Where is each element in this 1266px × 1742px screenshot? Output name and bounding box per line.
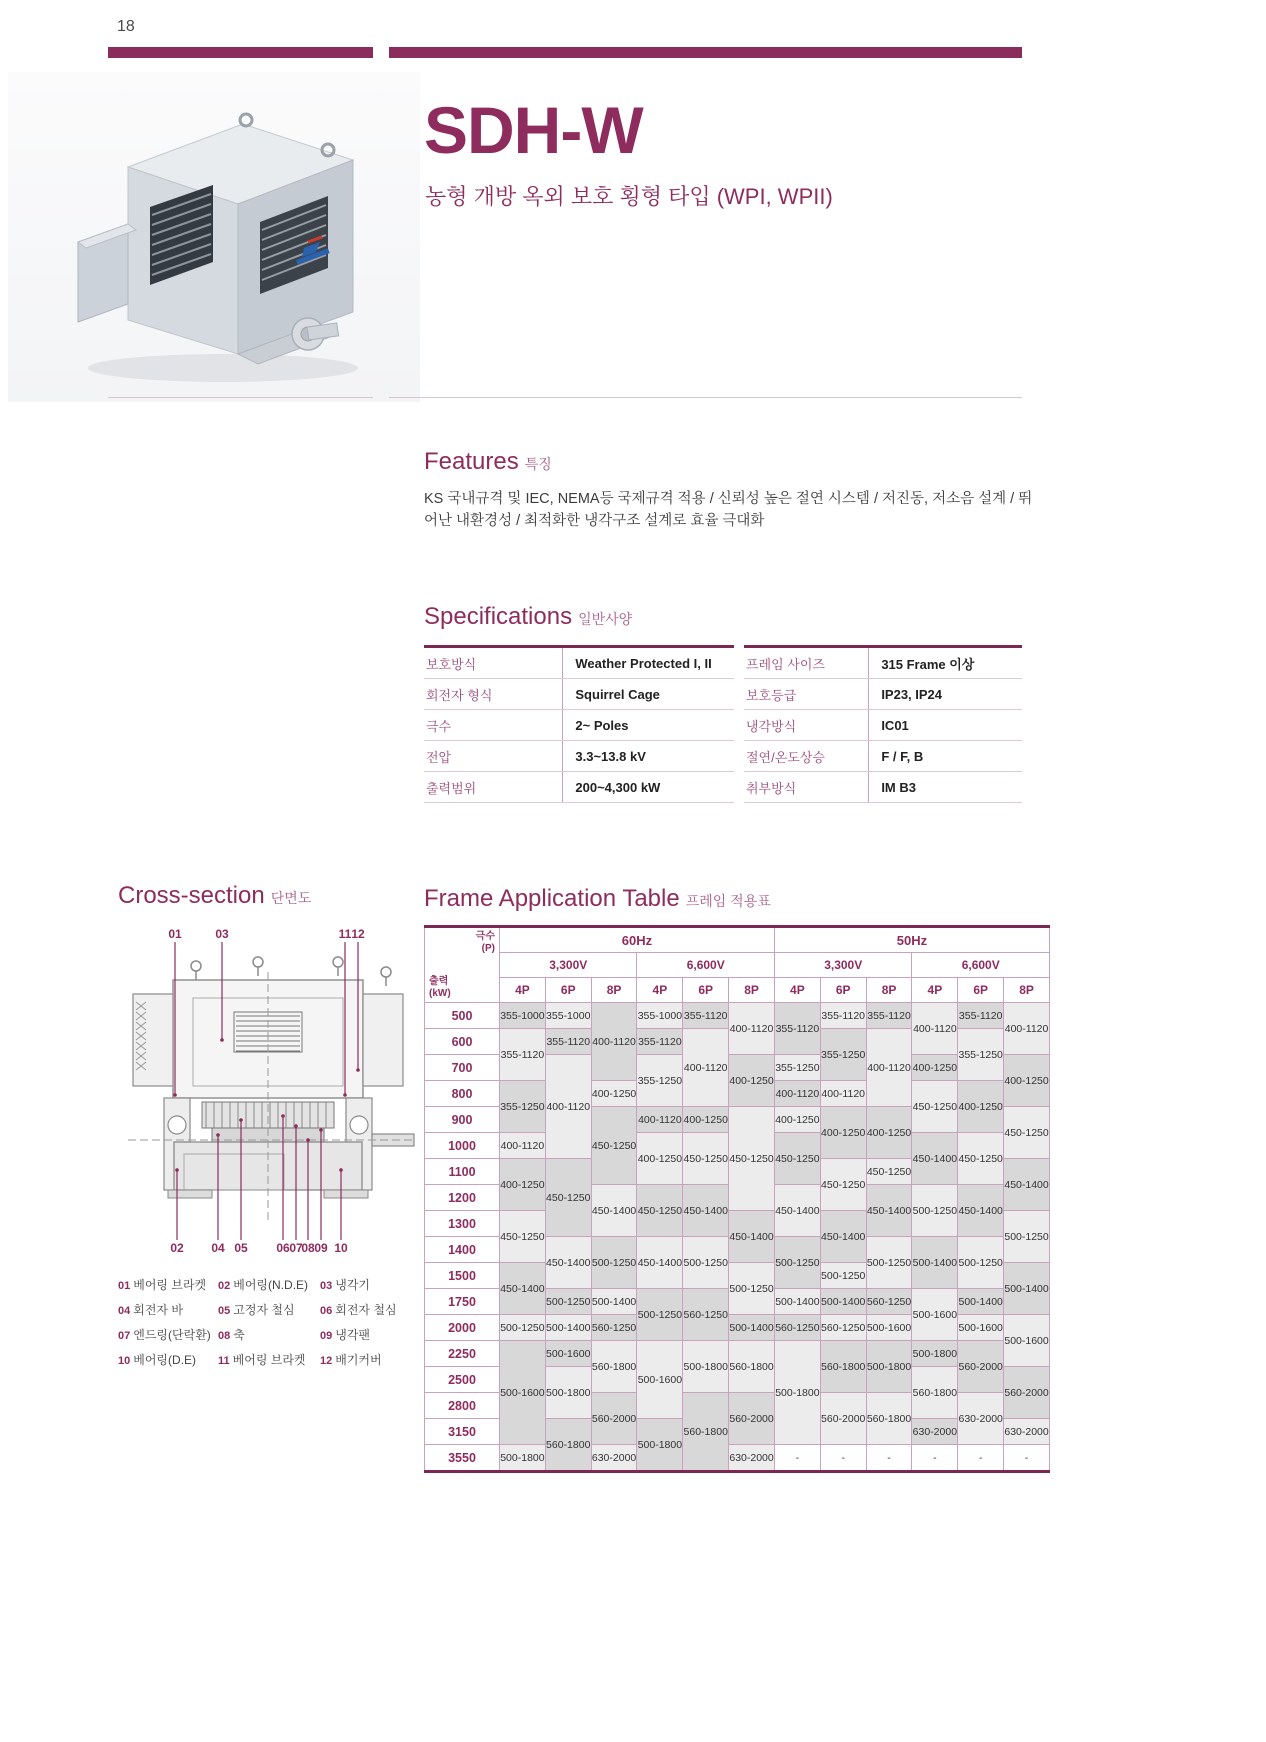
frame-table-corner [425,927,500,1003]
cross-section-diagram [118,920,418,1265]
legend-item: 08 축 [218,1328,245,1342]
output-kw-label: 700 [425,1055,500,1081]
frame-cell: 500-1250 [958,1237,1004,1289]
specifications-heading-en: Specifications [424,603,573,630]
frame-cell: 355-1000 [500,1003,546,1029]
output-kw-label: 2250 [425,1341,500,1367]
legend-item: 07 엔드링(단락환) [118,1328,211,1342]
pole-column-header: 8P [591,978,637,1003]
legend-item: 06 회전자 철심 [320,1303,397,1317]
frame-cell: 400-1120 [545,1055,591,1159]
frame-cell: 355-1120 [774,1003,820,1055]
output-kw-label: 1000 [425,1133,500,1159]
spec-value: Squirrel Cage [563,679,734,710]
frame-table-row [425,1445,1050,1472]
frame-cell: 500-1600 [866,1315,912,1341]
corner-output-label: 출력 (kW) [429,976,451,999]
pole-column-header: 4P [774,978,820,1003]
spec-label: 전압 [424,741,563,772]
frame-cell: 355-1000 [637,1003,683,1029]
frame-cell: 355-1120 [958,1003,1004,1029]
frame-cell: 450-1250 [545,1159,591,1237]
frame-cell: 450-1250 [820,1159,866,1211]
frame-cell: 355-1250 [820,1029,866,1081]
pole-column-header: 6P [545,978,591,1003]
voltage-group-header: 3,300V [500,953,637,978]
frame-cell: 450-1250 [500,1211,546,1263]
frame-cell: 355-1250 [958,1029,1004,1081]
pole-column-header: 8P [1004,978,1050,1003]
spec-label: 취부방식 [744,772,869,803]
pole-column-header: 8P [729,978,775,1003]
spec-row [744,710,1022,741]
frame-cell: 400-1250 [958,1081,1004,1133]
frame-cell: 560-1250 [820,1315,866,1341]
spec-row [424,647,734,679]
freq-group-header: 50Hz [774,927,1049,953]
pole-column-header: 6P [958,978,1004,1003]
frame-cell: 400-1120 [912,1003,958,1055]
frame-cell: 450-1400 [545,1237,591,1289]
legend-item: 09 냉각팬 [320,1328,371,1342]
frame-cell: 560-1800 [545,1419,591,1472]
frame-cell: 560-1250 [683,1289,729,1341]
frame-cell: 450-1400 [591,1185,637,1237]
spec-label: 극수 [424,710,563,741]
divider-left [108,397,373,398]
frame-cell: - [912,1445,958,1472]
callout-number: 08 [301,1241,315,1255]
frame-cell: 560-1800 [683,1393,729,1472]
legend-item: 10 베어링(D.E) [118,1353,197,1367]
frame-cell: 400-1120 [637,1107,683,1133]
spec-row [424,710,734,741]
spec-value: F / F, B [869,741,1022,772]
frame-cell: 560-1800 [729,1341,775,1393]
frame-cell: 500-1800 [545,1367,591,1419]
frame-cell: 355-1120 [545,1029,591,1055]
frame-cell: 560-1800 [820,1341,866,1393]
frame-table-header [425,927,1050,1003]
frame-cell: 500-1400 [820,1289,866,1315]
voltage-group-header: 3,300V [774,953,911,978]
frame-cell: 450-1250 [774,1133,820,1185]
legend-item: 01 베어링 브라켓 [118,1278,207,1292]
pole-column-header: 4P [637,978,683,1003]
features-body: KS 국내규격 및 IEC, NEMA등 국제규격 적용 / 신뢰성 높은 절연 시스템 / 저진동, 저소음 설계 / 뛰어난 내환경성 / 최적화한 냉각구조 설계로 효율 극대화 [424,491,1033,530]
spec-label: 냉각방식 [744,710,869,741]
frame-cell: 450-1400 [866,1185,912,1237]
output-kw-label: 2500 [425,1367,500,1393]
frame-cell: - [820,1445,866,1472]
product-title: SDH-W [424,93,643,167]
accent-bar-right [389,47,1022,58]
callout-number: 10 [334,1241,348,1255]
voltage-group-header: 6,600V [637,953,774,978]
spec-value: IM B3 [869,772,1022,803]
frame-cell: 500-1400 [729,1315,775,1341]
cross-section-heading-ko: 단면도 [270,890,312,906]
callout-number: 07 [289,1241,303,1255]
frame-cell: 500-1400 [774,1289,820,1315]
callout-number: 05 [234,1241,248,1255]
frame-cell: 400-1120 [774,1081,820,1107]
callout-number: 03 [215,927,229,941]
frame-cell: 355-1120 [866,1003,912,1029]
corner-poles-label: 극수 (P) [475,931,495,954]
frame-cell: 355-1250 [500,1081,546,1133]
frame-cell: 450-1250 [683,1133,729,1185]
features-heading-ko: 특징 [524,456,552,472]
frame-table-heading [424,885,771,913]
features-heading [424,448,552,476]
spec-label: 보호방식 [424,647,563,679]
pole-column-header: 6P [683,978,729,1003]
spec-label: 출력범위 [424,772,563,803]
spec-value: 315 Frame 이상 [869,647,1022,679]
frame-cell: 500-1400 [958,1289,1004,1315]
frame-cell: 500-1800 [774,1341,820,1445]
callout-number: 02 [170,1241,184,1255]
frame-cell: 355-1250 [637,1055,683,1107]
output-kw-label: 1400 [425,1237,500,1263]
frame-cell: 355-1120 [637,1029,683,1055]
frame-cell: 560-2000 [1004,1367,1050,1419]
frame-cell: 400-1120 [866,1029,912,1107]
frame-cell: 500-1250 [1004,1211,1050,1263]
features-heading-en: Features [424,448,519,475]
frame-cell: 500-1250 [774,1237,820,1289]
frame-cell: 560-1250 [774,1315,820,1341]
motor-photo-illustration [8,72,420,402]
frame-cell: 450-1250 [1004,1107,1050,1159]
cross-section-legend [118,1276,418,1368]
frame-cell: 500-1250 [591,1237,637,1289]
spec-row [744,741,1022,772]
callout-number: 06 [276,1241,290,1255]
legend-item: 04 회전자 바 [118,1303,183,1317]
frame-cell: 450-1400 [729,1211,775,1263]
spec-value: 200~4,300 kW [563,772,734,803]
frame-cell: 450-1400 [958,1185,1004,1237]
frame-cell: 450-1250 [958,1133,1004,1185]
frame-cell: 400-1250 [912,1055,958,1081]
frame-cell: 400-1250 [637,1133,683,1185]
frame-cell: 400-1120 [500,1133,546,1159]
callout-number: 09 [314,1241,328,1255]
frame-cell: 560-2000 [958,1341,1004,1393]
frame-cell: - [774,1445,820,1472]
frame-cell: 500-1250 [866,1237,912,1289]
spec-value: 3.3~13.8 kV [563,741,734,772]
frame-cell: 450-1400 [774,1185,820,1237]
spec-row [744,679,1022,710]
frame-cell: 500-1400 [545,1315,591,1341]
frame-cell: 500-1250 [500,1315,546,1341]
legend-item: 03 냉각기 [320,1278,371,1292]
frame-cell: 400-1250 [820,1107,866,1159]
frame-cell: 450-1400 [637,1237,683,1289]
callout-number: 01 [168,927,182,941]
output-kw-label: 3150 [425,1419,500,1445]
frame-cell: - [958,1445,1004,1472]
frame-cell: 450-1250 [866,1159,912,1185]
frame-cell: 560-1250 [866,1289,912,1315]
output-kw-label: 3550 [425,1445,500,1472]
frame-cell: 400-1120 [820,1081,866,1107]
frame-cell: 400-1250 [866,1107,912,1159]
output-kw-label: 1500 [425,1263,500,1289]
frame-cell: 400-1250 [774,1107,820,1133]
output-kw-label: 1300 [425,1211,500,1237]
frame-cell: 500-1800 [912,1341,958,1367]
frame-application-table [424,925,1050,1473]
frame-cell: 450-1400 [500,1263,546,1315]
frame-cell: 630-2000 [729,1445,775,1472]
frame-cell: 450-1400 [683,1185,729,1237]
frame-cell: 630-2000 [1004,1419,1050,1445]
spec-row [744,647,1022,679]
frame-cell: 355-1000 [545,1003,591,1029]
page-number: 18 [117,18,135,35]
frame-cell: 500-1400 [912,1237,958,1289]
output-kw-label: 2000 [425,1315,500,1341]
frame-cell: 500-1250 [683,1237,729,1289]
spec-value: 2~ Poles [563,710,734,741]
specifications-heading [424,603,632,631]
frame-table-row [425,1003,1050,1029]
frame-cell: 560-1800 [866,1393,912,1445]
frame-cell: 500-1800 [500,1445,546,1472]
frame-cell: 630-2000 [591,1445,637,1472]
spec-table-left [424,645,734,803]
legend-item: 02 베어링(N.D.E) [218,1278,309,1292]
output-kw-label: 1100 [425,1159,500,1185]
frame-cell: 500-1250 [545,1289,591,1315]
legend-item: 11 베어링 브라켓 [218,1353,306,1367]
frame-cell: 630-2000 [958,1393,1004,1445]
frame-cell: 560-2000 [820,1393,866,1445]
frame-cell: 500-1600 [1004,1315,1050,1367]
frame-cell: 450-1400 [912,1133,958,1185]
product-photo [8,72,420,402]
frame-table-body [425,1003,1050,1472]
spec-row [744,772,1022,803]
frame-cell: 450-1250 [637,1185,683,1237]
frame-cell: 355-1250 [774,1055,820,1081]
output-kw-label: 2800 [425,1393,500,1419]
frame-cell: 500-1600 [500,1341,546,1445]
frame-cell: 500-1400 [591,1289,637,1315]
frame-cell: 500-1250 [637,1289,683,1341]
frame-cell: 450-1400 [1004,1159,1050,1211]
frame-cell: - [866,1445,912,1472]
spec-value: IC01 [869,710,1022,741]
spec-label: 프레임 사이즈 [744,647,869,679]
frame-cell: 355-1120 [820,1003,866,1029]
frame-cell: 400-1120 [1004,1003,1050,1055]
frame-cell: 400-1250 [1004,1055,1050,1107]
output-kw-label: 1750 [425,1289,500,1315]
frame-cell: - [1004,1445,1050,1472]
frame-cell: 500-1250 [912,1185,958,1237]
divider-right [389,397,1022,398]
frame-cell: 400-1120 [683,1029,729,1107]
output-kw-label: 800 [425,1081,500,1107]
pole-column-header: 4P [500,978,546,1003]
frame-cell: 500-1250 [729,1263,775,1315]
accent-bar-left [108,47,373,58]
frame-cell: 500-1600 [958,1315,1004,1341]
frame-cell: 355-1120 [500,1029,546,1081]
frame-cell: 500-1800 [637,1419,683,1472]
frame-cell: 400-1250 [591,1081,637,1107]
frame-cell: 560-1800 [591,1341,637,1393]
frame-cell: 500-1250 [820,1263,866,1289]
frame-cell: 400-1120 [591,1003,637,1081]
specifications-heading-ko: 일반사양 [578,611,633,627]
frame-cell: 500-1800 [866,1341,912,1393]
frame-cell: 500-1600 [637,1341,683,1419]
legend-item: 05 고정자 철심 [218,1303,295,1317]
frame-cell: 450-1250 [729,1107,775,1211]
frame-cell: 450-1250 [912,1081,958,1133]
freq-group-header: 60Hz [500,927,775,953]
frame-cell: 355-1120 [683,1003,729,1029]
spec-row [424,741,734,772]
callout-number: 11 [338,927,352,941]
frame-table-heading-ko: 프레임 적용표 [685,893,771,909]
pole-column-header: 4P [912,978,958,1003]
spec-label: 보호등급 [744,679,869,710]
frame-cell: 400-1250 [729,1055,775,1107]
frame-cell: 400-1250 [500,1159,546,1211]
frame-table-heading-en: Frame Application Table [424,885,680,912]
spec-value: Weather Protected I, II [563,647,734,679]
cross-section-heading-en: Cross-section [118,882,265,909]
frame-cell: 400-1250 [683,1107,729,1133]
callout-number: 12 [351,927,365,941]
output-kw-label: 600 [425,1029,500,1055]
cross-section-heading [118,882,311,910]
frame-cell: 630-2000 [912,1419,958,1445]
callout-number: 04 [211,1241,225,1255]
output-kw-label: 500 [425,1003,500,1029]
spec-label: 절연/온도상승 [744,741,869,772]
legend-item: 12 배기커버 [320,1353,382,1367]
pole-column-header: 8P [866,978,912,1003]
frame-cell: 450-1250 [591,1107,637,1185]
frame-cell: 400-1120 [729,1003,775,1055]
spec-row [424,679,734,710]
frame-cell: 560-1800 [912,1367,958,1419]
frame-cell: 500-1400 [1004,1263,1050,1315]
frame-cell: 560-2000 [591,1393,637,1445]
frame-cell: 560-1250 [591,1315,637,1341]
voltage-group-header: 6,600V [912,953,1050,978]
frame-cell: 450-1400 [820,1211,866,1263]
spec-value: IP23, IP24 [869,679,1022,710]
spec-table-right [744,645,1022,803]
frame-cell: 500-1600 [912,1289,958,1341]
frame-cell: 500-1800 [683,1341,729,1393]
pole-column-header: 6P [820,978,866,1003]
frame-cell: 560-2000 [729,1393,775,1445]
product-subtitle: 농형 개방 옥외 보호 횡형 타입 (WPI, WPII) [425,184,833,209]
output-kw-label: 900 [425,1107,500,1133]
spec-row [424,772,734,803]
output-kw-label: 1200 [425,1185,500,1211]
frame-table-row [425,1341,1050,1367]
frame-cell: 500-1600 [545,1341,591,1367]
spec-label: 회전자 형식 [424,679,563,710]
